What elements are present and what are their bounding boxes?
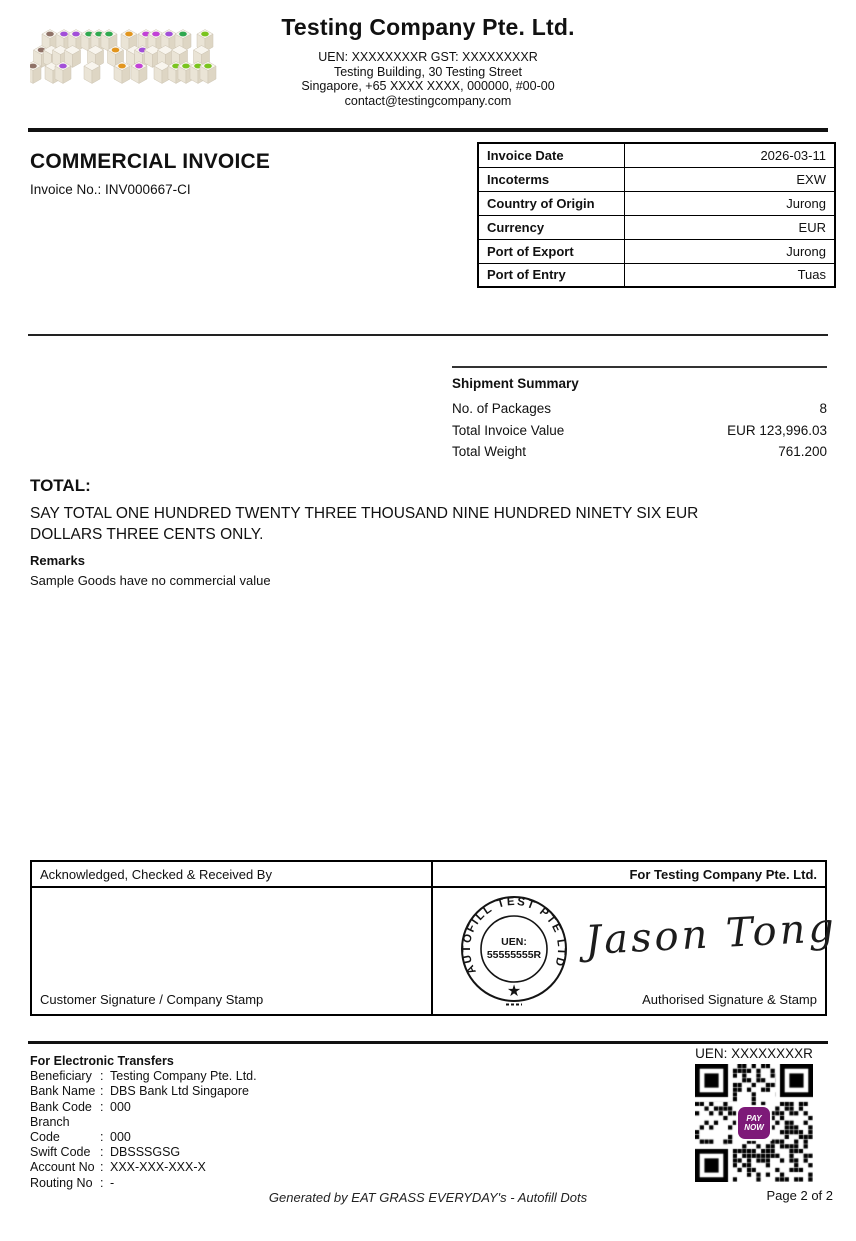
bank-label: Swift Code bbox=[30, 1145, 91, 1160]
info-value: EUR bbox=[624, 215, 835, 239]
address-line-1: Testing Building, 30 Testing Street bbox=[333, 64, 523, 79]
bank-heading: For Electronic Transfers bbox=[30, 1054, 174, 1068]
header-divider bbox=[28, 128, 828, 132]
contact-email: contact@testingcompany.com bbox=[344, 93, 512, 108]
company-signature-header: For Testing Company Pte. Ltd. bbox=[433, 862, 825, 888]
info-label: Incoterms bbox=[478, 167, 624, 191]
bank-value: DBS Bank Ltd Singapore bbox=[110, 1084, 249, 1099]
bank-separator: : bbox=[100, 1160, 104, 1175]
bank-label: Bank Name bbox=[30, 1084, 96, 1099]
star-icon: ★ bbox=[506, 981, 522, 1000]
bank-separator: : bbox=[100, 1099, 104, 1114]
remarks-section bbox=[30, 553, 630, 588]
list-item bbox=[452, 398, 827, 420]
stamp-uen-label: UEN: bbox=[501, 936, 527, 948]
summary-label: No. of Packages bbox=[452, 401, 552, 416]
bank-label: Beneficiary bbox=[30, 1069, 92, 1084]
customer-signature-header: Acknowledged, Checked & Received By bbox=[32, 862, 431, 888]
info-value: Tuas bbox=[624, 263, 835, 287]
bank-separator: : bbox=[100, 1175, 104, 1190]
remarks-text: Sample Goods have no commercial value bbox=[30, 573, 271, 588]
info-label: Currency bbox=[478, 215, 624, 239]
customer-signature-cell bbox=[32, 862, 433, 1014]
shipment-summary bbox=[452, 366, 827, 463]
bank-separator: : bbox=[100, 1084, 104, 1099]
summary-value: 761.200 bbox=[778, 444, 827, 459]
table-row bbox=[478, 239, 835, 263]
info-value: 2026-03-11 bbox=[624, 143, 835, 167]
info-value: Jurong bbox=[624, 239, 835, 263]
bank-value: - bbox=[110, 1175, 115, 1190]
signature-section bbox=[30, 860, 839, 1016]
customer-signature-caption: Customer Signature / Company Stamp bbox=[40, 992, 264, 1007]
bank-label: Bank Code bbox=[30, 1099, 92, 1114]
customer-signature-area bbox=[32, 888, 431, 992]
table-row bbox=[478, 263, 835, 287]
authorised-signature: Jason Tong bbox=[583, 904, 839, 965]
company-stamp-svg bbox=[457, 892, 571, 1008]
summary-value: EUR 123,996.03 bbox=[727, 422, 827, 438]
list-item bbox=[30, 1100, 450, 1115]
list-item bbox=[30, 1145, 450, 1160]
info-label: Country of Origin bbox=[478, 191, 624, 215]
list-item bbox=[30, 1160, 450, 1175]
table-row bbox=[478, 167, 835, 191]
section-divider bbox=[28, 334, 828, 336]
summary-value: 8 bbox=[819, 401, 827, 416]
bank-value: 000 bbox=[110, 1130, 131, 1145]
letterhead bbox=[0, 14, 856, 108]
summary-label: Total Weight bbox=[452, 444, 527, 459]
table-row bbox=[478, 143, 835, 167]
paynow-block bbox=[686, 1046, 822, 1182]
info-value: Jurong bbox=[624, 191, 835, 215]
invoice-info-table bbox=[477, 142, 836, 288]
list-item bbox=[30, 1176, 450, 1191]
bank-details bbox=[30, 1054, 450, 1191]
bank-separator: : bbox=[100, 1130, 104, 1145]
bank-value: XXX-XXX-XXX-X bbox=[110, 1160, 206, 1175]
page-number: Page 2 of 2 bbox=[766, 1188, 833, 1203]
stamp-ring-text: AUTOFILL TEST PTE LTD bbox=[460, 895, 568, 976]
table-row bbox=[478, 191, 835, 215]
list-item bbox=[30, 1115, 450, 1145]
total-heading: TOTAL: bbox=[30, 476, 91, 495]
total-amount-in-words: SAY TOTAL ONE HUNDRED TWENTY THREE THOUSAND NINE HUNDRED NINETY SIX EUR DOLLARS THREE CENTS ONLY. bbox=[30, 505, 699, 543]
address-line-2: Singapore, +65 XXXX XXXX, 000000, #00-00 bbox=[301, 79, 555, 93]
stamp-uen-value: 55555555R bbox=[486, 949, 542, 961]
table-row bbox=[478, 215, 835, 239]
registration-line: UEN: XXXXXXXXR GST: XXXXXXXXR bbox=[318, 50, 538, 64]
info-label: Invoice Date bbox=[478, 143, 624, 167]
list-item bbox=[30, 1069, 450, 1084]
bank-value: Testing Company Pte. Ltd. bbox=[110, 1069, 257, 1084]
paynow-logo-icon bbox=[738, 1107, 770, 1139]
bank-label: Branch Code bbox=[30, 1114, 70, 1145]
footer-divider bbox=[28, 1041, 828, 1044]
paynow-logo-line1: PAY bbox=[746, 1114, 762, 1123]
list-item bbox=[452, 420, 827, 442]
info-label: Port of Entry bbox=[478, 263, 624, 287]
shipment-summary-title: Shipment Summary bbox=[452, 376, 579, 391]
bank-separator: : bbox=[100, 1145, 104, 1160]
company-signature-caption: Authorised Signature & Stamp bbox=[642, 992, 817, 1007]
company-stamp bbox=[457, 892, 571, 1013]
paynow-qr-code bbox=[695, 1064, 813, 1182]
summary-label: Total Invoice Value bbox=[452, 422, 565, 438]
company-name: Testing Company Pte. Ltd. bbox=[281, 14, 575, 40]
bank-label: Routing No bbox=[30, 1175, 93, 1190]
total-section bbox=[30, 476, 772, 545]
company-signature-cell bbox=[433, 862, 839, 1014]
document-title: COMMERCIAL INVOICE bbox=[30, 150, 271, 173]
bank-label: Account No bbox=[30, 1160, 95, 1175]
bank-value: 000 bbox=[110, 1099, 131, 1114]
bank-value: DBSSSGSG bbox=[110, 1145, 181, 1160]
invoice-number: Invoice No.: INV000667-CI bbox=[30, 182, 191, 197]
remarks-heading: Remarks bbox=[30, 553, 85, 568]
paynow-logo-line2: NOW bbox=[744, 1123, 764, 1132]
info-label: Port of Export bbox=[478, 239, 624, 263]
generated-by-note: Generated by EAT GRASS EVERYDAY's - Autofill Dots bbox=[268, 1190, 588, 1205]
bank-separator: : bbox=[100, 1069, 104, 1084]
list-item bbox=[30, 1084, 450, 1099]
list-item bbox=[452, 441, 827, 463]
info-value: EXW bbox=[624, 167, 835, 191]
paynow-uen-text: UEN: XXXXXXXXR bbox=[695, 1046, 813, 1061]
